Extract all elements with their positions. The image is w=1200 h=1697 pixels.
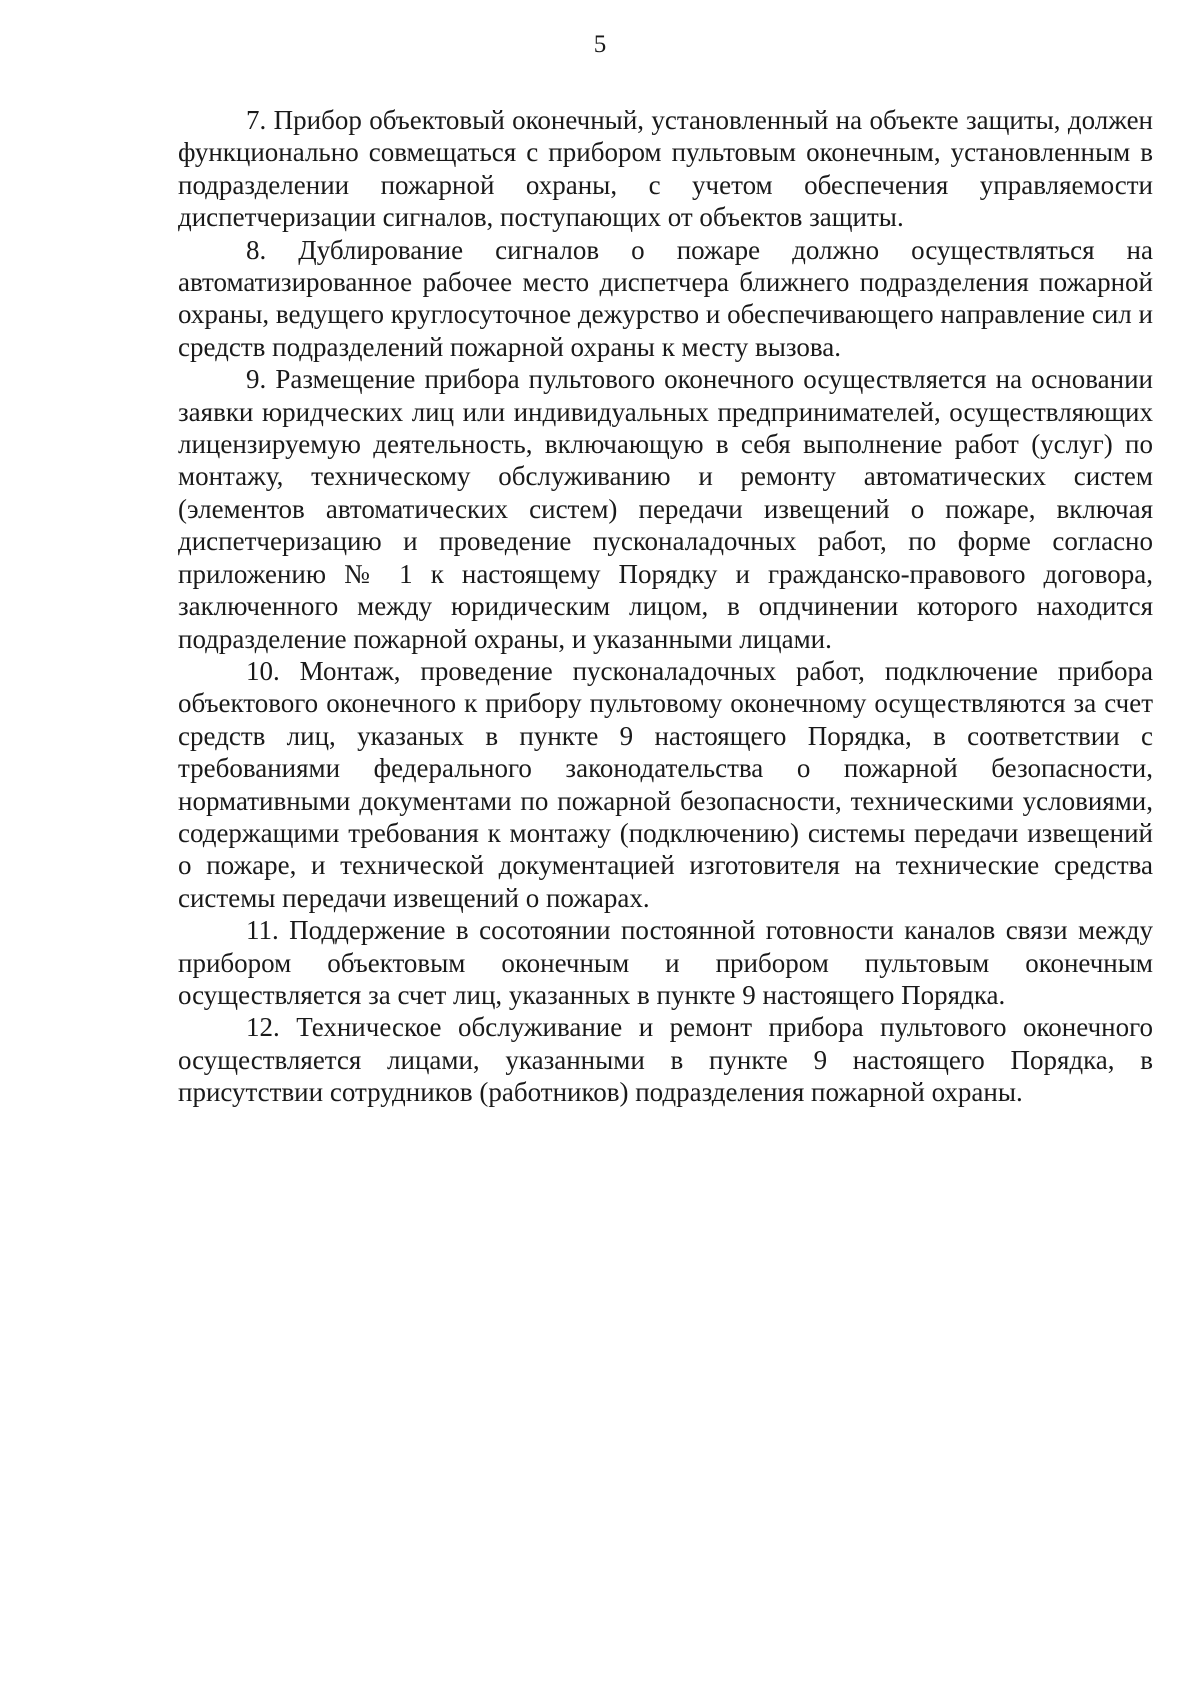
paragraph-8: 8. Дублирование сигналов о пожаре должно осуществляться на автоматизированное рабочее место диспетчера ближнего подразделения пожарной охраны, ведущего круглосуточное дежурство и обеспечивающего направление сил и средств подразделений пожарной охраны к месту вызова. (178, 234, 1153, 362)
paragraph-11: 11. Поддержение в сосотоянии постоянной готовности каналов связи между прибором объектовым оконечным и прибором пультовым оконечным осуществляется за счет лиц, указанных в пункте 9 настоящего Порядка. (178, 915, 1153, 1010)
paragraph-7: 7. Прибор объектовый оконечный, установленный на объекте защиты, должен функционально совмещаться с прибором пультовым оконечным, установленным в подразделении пожарной охраны, с учетом обеспечения управляемости диспетчеризации сигналов, поступающих от объектов защиты. (178, 105, 1153, 233)
paragraph-10: 10. Монтаж, проведение пусконаладочных работ, подключение прибора объектового оконечного к прибору пультовому оконечному осуществляются за счет средств лиц, указаных в пункте 9 настоящего Порядка, в соответствии с требованиями федерального законодательства о пожарной безопасности, нормативными документами по пожарной безопасности, техническими условиями, содержащими требования к монтажу (подключению) системы передачи извещений о пожаре, и технической документацией изготовителя на технические средства системы передачи извещений о пожарах. (178, 655, 1153, 913)
document-body (178, 104, 1153, 1109)
paragraph-12: 12. Техническое обслуживание и ремонт прибора пультового оконечного осуществляется лицами, указанными в пункте 9 настоящего Порядка, в присутствии сотрудников (работников) подразделения пожарной охраны. (178, 1012, 1153, 1108)
paragraph-9: 9. Размещение прибора пультового оконечного осуществляется на основании заявки юридческих лиц или индивидуальных предпринимателей, осуществляющих лицензируемую деятельность, включающую в себя выполнение работ (услуг) по монтажу, техническому обслуживанию и ремонту автоматических систем (элементов автоматических систем) передачи извещений о пожаре, включая диспетчеризацию и проведение пусконаладочных работ, по форме согласно приложению № 1 к настоящему Порядку и гражданско-правового договора, заключенного между юридическим лицом, в опдчинении которого находится подразделение пожарной охраны, и указанными лицами. (178, 364, 1153, 654)
page-number: 5 (593, 31, 607, 58)
